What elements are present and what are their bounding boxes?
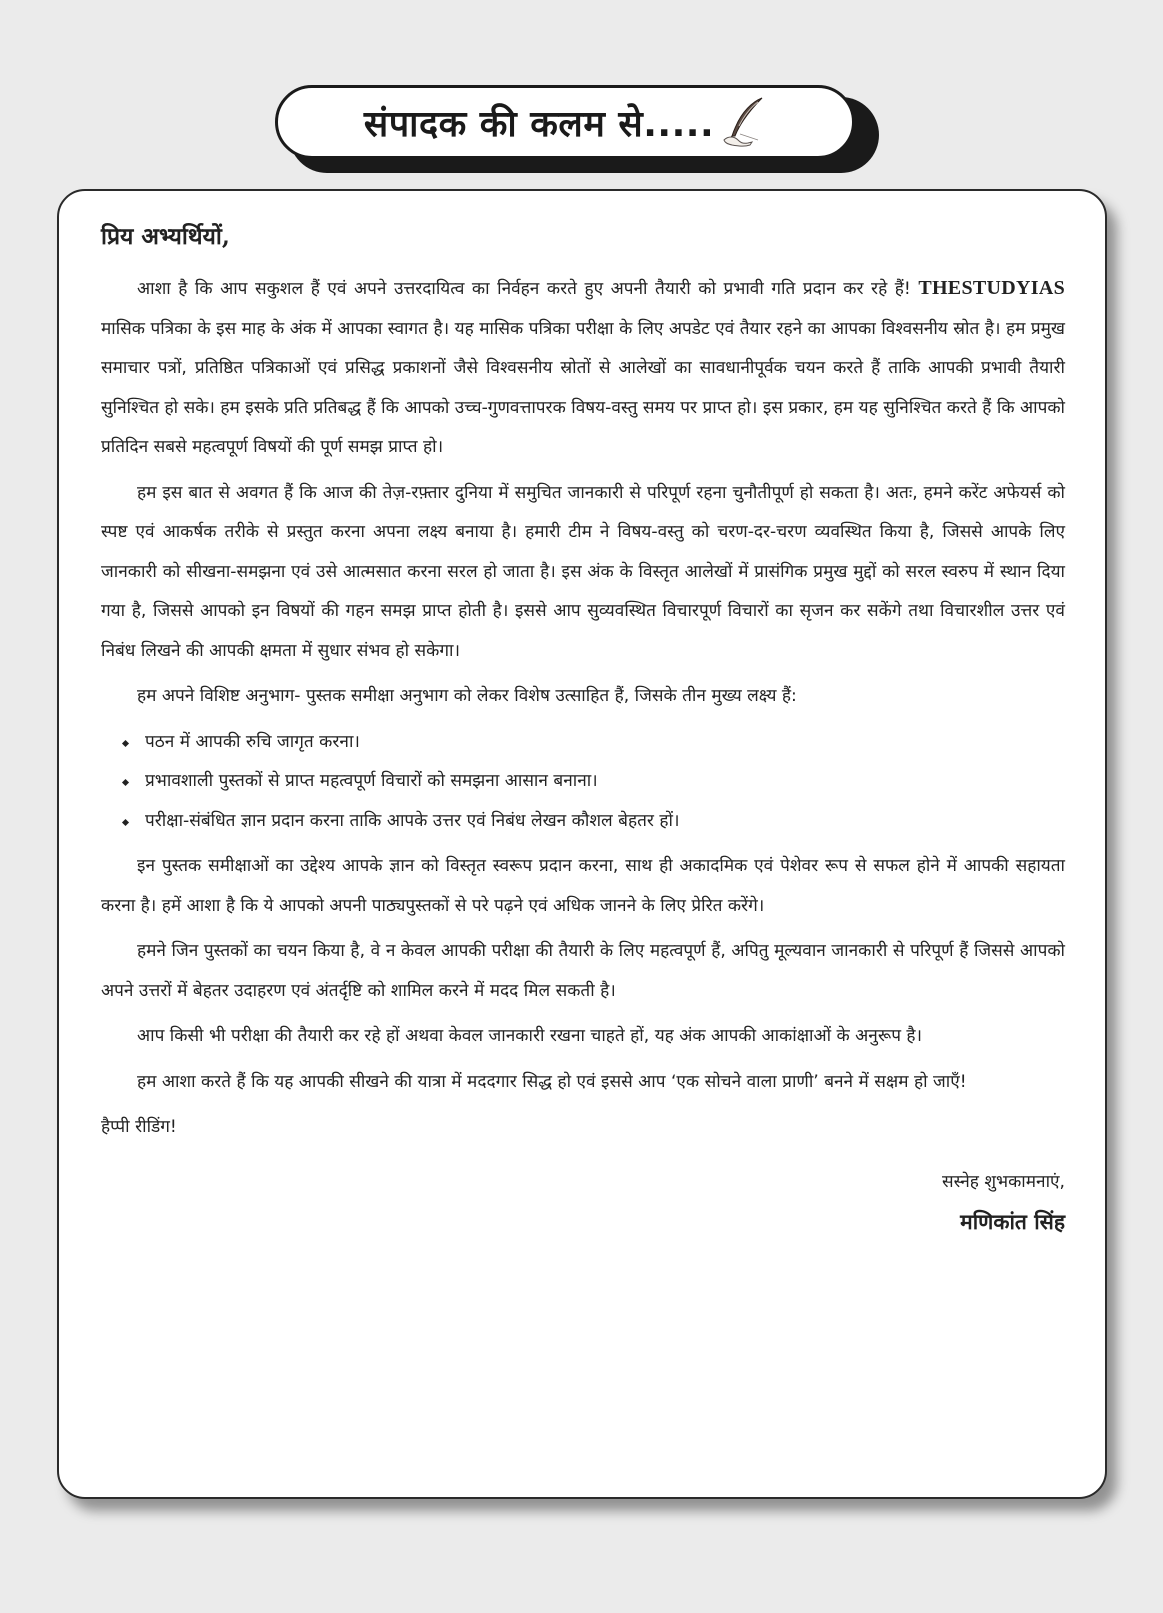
list-item	[121, 762, 1065, 802]
paragraph-review-purpose: इन पुस्तक समीक्षाओं का उद्देश्य आपके ज्ञान को विस्तृत स्वरूप प्रदान करना, साथ ही अकादमिक एवं पेशेवर रूप से सफल होने में आपकी सहायता करना है। हमें आशा है कि ये आपको अपनी पाठ्यपुस्तकों से परे पढ़ने एवं अधिक जानने के लिए प्रेरित करेंगे।	[101, 856, 1065, 916]
salutation: प्रिय अभ्यर्थियों,	[101, 223, 230, 250]
signature: मणिकांत सिंह	[960, 1209, 1065, 1234]
closing-line: हैप्पी रीडिंग!	[101, 1117, 177, 1137]
paragraph-book-selection: हमने जिन पुस्तकों का चयन किया है, वे न केवल आपकी परीक्षा की तैयारी के लिए महत्वपूर्ण हैं, अपितु मूल्यवान जानकारी से परिपूर्ण हैं जिससे आपको अपने उत्तरों में बेहतर उदाहरण एवं अंतर्दृष्टि को शामिल करने में मदद मिल सकती है।	[101, 941, 1065, 1001]
list-item-text: परीक्षा-संबंधित ज्ञान प्रदान करना ताकि आपके उत्तर एवं निबंध लेखन कौशल बेहतर हों।	[145, 810, 680, 831]
list-item-text: प्रभावशाली पुस्तकों से प्राप्त महत्वपूर्ण विचारों को समझना आसान बनाना।	[145, 771, 598, 791]
title-pill	[275, 85, 855, 159]
intro-text-start: आशा है कि आप सकुशल हैं एवं अपने उत्तरदायित्व का निर्वहन करते हुए अपनी तैयारी को प्रभावी गति प्रदान कर रहे हैं!	[137, 279, 919, 299]
regards-text: सस्नेह शुभकामनाएं,	[942, 1171, 1065, 1192]
paragraph-intro	[101, 269, 1065, 468]
paragraph-current-affairs: हम इस बात से अवगत हैं कि आज की तेज़-रफ़्तार दुनिया में समुचित जानकारी से परिपूर्ण रहना चुनौतीपूर्ण हो सकता है। अतः, हमने करेंट अफेयर्स को स्पष्ट एवं आकर्षक तरीके से प्रस्तुत करना अपना लक्ष्य बनाया है। हमारी टीम ने विषय-वस्तु को चरण-दर-चरण व्यवस्थित किया है, जिससे आपके लिए जानकारी को सीखना-समझना एवं उसे आत्मसात करना सरल हो जाता है। इस अंक के विस्तृत आलेखों में प्रासंगिक प्रमुख मुद्दों को सरल स्वरुप में स्थान दिया गया है, जिससे आपको इन विषयों की गहन समझ प्राप्त होती है। इससे आप सुव्यवस्थित विचारपूर्ण विचारों का सृजन कर सकेंगे तथा विचारशील उत्तर एवं निबंध लिखने की आपकी क्षमता में सुधार संभव हो सकेगा।	[101, 482, 1065, 661]
list-item	[121, 723, 1065, 763]
paragraph-book-review-intro: हम अपने विशिष्ट अनुभाग- पुस्तक समीक्षा अनुभाग को लेकर विशेष उत्साहित हैं, जिसके तीन मुख्य लक्ष्य हैं:	[137, 686, 797, 706]
editorial-letter-card	[57, 189, 1107, 1499]
bullet-icon	[122, 739, 129, 746]
editorial-title-banner	[275, 85, 875, 165]
bullet-icon	[122, 779, 129, 786]
page-title: संपादक की कलम से.....	[363, 103, 715, 145]
brand-name: THESTUDYIAS	[918, 277, 1065, 299]
paragraph-aspirations: आप किसी भी परीक्षा की तैयारी कर रहे हों अथवा केवल जानकारी रखना चाहते हों, यह अंक आपकी आकांक्षाओं के अनुरूप है।	[137, 1026, 923, 1046]
goals-list	[101, 723, 1065, 842]
paragraph-learning-journey: हम आशा करते हैं कि यह आपकी सीखने की यात्रा में मददगार सिद्ध हो एवं इससे आप ‘एक सोचने वाला प्राणी’ बनने में सक्षम हो जाएँ!	[137, 1071, 967, 1092]
quill-pen-icon	[718, 96, 766, 148]
signoff	[101, 1164, 1065, 1244]
bullet-icon	[122, 818, 129, 825]
list-item-text: पठन में आपकी रुचि जागृत करना।	[145, 731, 360, 752]
list-item	[121, 802, 1065, 842]
intro-text-end: मासिक पत्रिका के इस माह के अंक में आपका स्वागत है। यह मासिक पत्रिका परीक्षा के लिए अपडेट एवं तैयार रहने का आपका विश्वसनीय स्रोत है। हम प्रमुख समाचार पत्रों, प्रतिष्ठित पत्रिकाओं एवं प्रसिद्ध प्रकाशनों जैसे विश्वसनीय स्रोतों से आलेखों का सावधानीपूर्वक चयन करते हैं ताकि आपकी प्रभावी तैयारी सुनिश्चित हो सके। हम इसके प्रति प्रतिबद्ध हैं कि आपको उच्च-गुणवत्तापरक विषय-वस्तु समय पर प्राप्त हो। इस प्रकार, हम यह सुनिश्चित करते हैं कि आपको प्रतिदिन सबसे महत्वपूर्ण विषयों की पूर्ण समझ प्राप्त हो।	[101, 318, 1065, 457]
